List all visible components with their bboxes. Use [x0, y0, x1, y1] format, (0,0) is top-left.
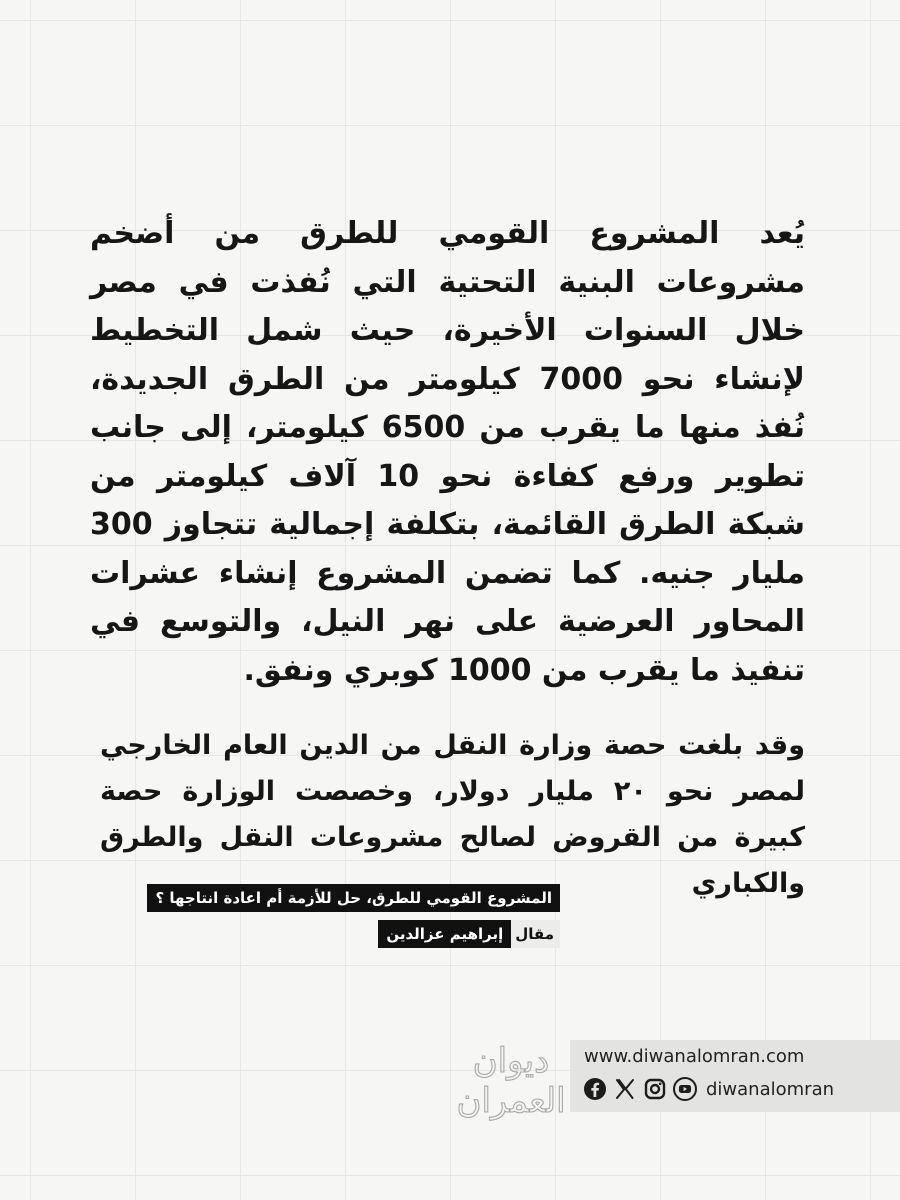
author-name: إبراهيم عزالدين: [378, 920, 511, 948]
social-row: [582, 1076, 834, 1102]
facebook-icon[interactable]: [582, 1076, 608, 1102]
article-paragraph-1: يُعد المشروع القومي للطرق من أضخم مشروعات البنية التحتية التي نُفذت في مصر خلال السنوات الأخيرة، حيث شمل التخطيط لإنشاء نحو 7000 كيلومتر من الطرق الجديدة، نُفذ منها ما يقرب من 6500 كيلومتر، إلى جانب تطوير ورفع كفاءة نحو 10 آلاف كيلومتر من شبكة الطرق القائمة، بتكلفة إجمالية تتجاوز 300 مليار جنيه. كما تضمن المشروع إنشاء عشرات المحاور العرضية على نهر النيل، والتوسع في تنفيذ ما يقرب من 1000 كوبري ونفق.: [90, 216, 805, 688]
footer-card: [570, 1040, 900, 1112]
logo-text-top: ديوان: [472, 1041, 550, 1081]
byline-label: مقال: [511, 920, 560, 948]
byline: [378, 920, 560, 948]
youtube-icon[interactable]: [672, 1076, 698, 1102]
logo-text-bottom: العمران: [456, 1081, 566, 1121]
article-title-tag: المشروع القومي للطرق، حل للأزمة أم اعادة انتاجها ؟: [147, 884, 560, 912]
website-link[interactable]: www.diwanalomran.com: [584, 1046, 805, 1067]
instagram-icon[interactable]: [642, 1076, 668, 1102]
article-caption: [147, 884, 560, 948]
diwan-logo-mark: [456, 1030, 566, 1126]
x-icon[interactable]: [612, 1076, 638, 1102]
article-paragraph-2: وقد بلغت حصة وزارة النقل من الدين العام الخارجي لمصر نحو ٢٠ مليار دولار، وخصصت الوزارة حصة كبيرة من القروض لصالح مشروعات النقل والطرق والكباري: [100, 730, 805, 899]
article-body: [90, 210, 805, 907]
diwan-logo: [456, 1030, 566, 1126]
social-handle[interactable]: diwanalomran: [706, 1078, 835, 1100]
